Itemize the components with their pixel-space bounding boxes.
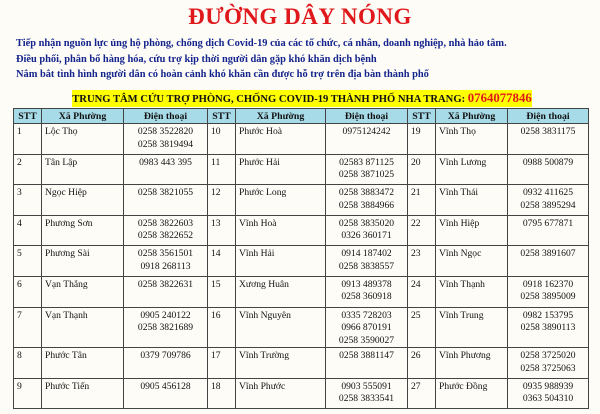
phone-number[interactable]: 0982 153795: [522, 309, 574, 321]
stt-cell: 6: [14, 276, 42, 307]
phone-number[interactable]: 0258 3838557: [338, 260, 395, 272]
stt-cell: 20: [408, 154, 436, 185]
phone-cell: [124, 378, 208, 409]
column-header: Điện thoại: [124, 109, 208, 124]
phone-number[interactable]: 0914 187402: [341, 248, 392, 260]
phone-cell: [124, 348, 208, 379]
table-row: [14, 378, 589, 409]
stt-cell: 13: [208, 215, 236, 246]
phone-number[interactable]: 0905 240122: [140, 309, 191, 321]
hotline-banner: [72, 90, 532, 107]
phone-number[interactable]: 0326 360171: [341, 230, 392, 242]
ward-cell: Phước Long: [236, 185, 326, 216]
phone-number[interactable]: 0258 3822603: [137, 217, 194, 229]
column-header: Điện thoại: [508, 109, 589, 124]
ward-cell: Vĩnh Nguyên: [236, 307, 326, 348]
stt-cell: 7: [14, 307, 42, 348]
phone-cell: [124, 215, 208, 246]
table-row: [14, 307, 589, 348]
phone-cell: [508, 307, 589, 348]
ward-cell: Phước Hải: [236, 154, 326, 185]
phone-number[interactable]: 0258 3561501: [137, 248, 194, 260]
stt-cell: 21: [408, 185, 436, 216]
stt-cell: 22: [408, 215, 436, 246]
description-line: Điều phối, phân bổ hàng hóa, cứu trợ kịp thời người dân gặp khó khăn dịch bệnh: [16, 53, 377, 65]
table-row: [14, 276, 589, 307]
ward-cell: Phước Tiến: [42, 378, 124, 409]
phone-cell: [508, 378, 589, 409]
ward-cell: Phước Đồng: [436, 378, 508, 409]
column-header: Xã Phường: [436, 109, 508, 124]
phone-number[interactable]: 0913 489378: [341, 278, 392, 290]
ward-cell: Ngọc Hiệp: [42, 185, 124, 216]
table-header-row: [14, 109, 589, 124]
contact-table: [13, 108, 589, 409]
phone-number[interactable]: 0966 870191: [341, 322, 392, 334]
phone-number[interactable]: 02583 871125: [339, 156, 394, 168]
stt-cell: 10: [208, 124, 236, 155]
ward-cell: Vĩnh Thạnh: [436, 276, 508, 307]
stt-cell: 11: [208, 154, 236, 185]
banner-phone: 0764077846: [467, 91, 532, 105]
description-line: Nắm bắt tình hình người dân có hoàn cảnh khó khăn cần được hỗ trợ trên địa bàn thành phố: [16, 69, 429, 80]
phone-number[interactable]: 0258 3891607: [520, 248, 576, 260]
banner-text: TRUNG TÂM CỨU TRỢ PHÒNG, CHỐNG COVID-19 THÀNH PHỐ NHA TRANG:: [72, 94, 466, 105]
table-body: [14, 124, 589, 409]
phone-number[interactable]: 0975124242: [342, 126, 391, 137]
ward-cell: Vĩnh Ngọc: [436, 246, 508, 277]
stt-cell: 27: [408, 378, 436, 409]
phone-cell: [508, 124, 589, 155]
stt-cell: 16: [208, 307, 236, 348]
phone-number[interactable]: 0988 500879: [522, 156, 574, 168]
phone-number[interactable]: 0258 3725020: [520, 350, 576, 362]
description-line: Tiếp nhận nguồn lực ủng hộ phòng, chống dịch Covid-19 của các tổ chức, cá nhân, doanh nghiệp, nhà hảo tâm.: [16, 38, 507, 49]
phone-number[interactable]: 0335 728203: [341, 309, 392, 321]
phone-cell: [326, 276, 408, 307]
stt-cell: 12: [208, 185, 236, 216]
ward-cell: Vĩnh Hoà: [236, 215, 326, 246]
phone-cell: [326, 215, 408, 246]
phone-cell: [326, 124, 408, 155]
stt-cell: 19: [408, 124, 436, 155]
phone-cell: [326, 154, 408, 185]
phone-number[interactable]: 0258 3881147: [339, 350, 394, 362]
stt-cell: 1: [14, 124, 42, 155]
phone-cell: [326, 246, 408, 277]
ward-cell: Phương Sài: [42, 246, 124, 277]
phone-number[interactable]: 0258 3895294: [520, 199, 576, 211]
stt-cell: 2: [14, 154, 42, 185]
phone-number[interactable]: 0258 3883472: [338, 187, 395, 199]
phone-number[interactable]: 0258 3822652: [137, 230, 194, 242]
phone-cell: [508, 185, 589, 216]
ward-cell: Phước Hoà: [236, 124, 326, 155]
phone-number[interactable]: 0363 504310: [522, 393, 574, 405]
ward-cell: Vạn Thạnh: [42, 307, 124, 348]
table-row: [14, 246, 589, 277]
ward-cell: Vĩnh Thọ: [436, 124, 508, 155]
phone-number[interactable]: 0258 3890113: [520, 322, 576, 334]
phone-number[interactable]: 0903 555091: [341, 380, 392, 392]
stt-cell: 14: [208, 246, 236, 277]
phone-cell: [124, 124, 208, 155]
phone-cell: [326, 307, 408, 348]
column-header: STT: [408, 109, 436, 124]
column-header: STT: [208, 109, 236, 124]
stt-cell: 25: [408, 307, 436, 348]
phone-cell: [508, 215, 589, 246]
column-header: Xã Phường: [236, 109, 326, 124]
phone-cell: [326, 348, 408, 379]
phone-cell: [124, 154, 208, 185]
phone-number[interactable]: 0258 3831175: [520, 126, 576, 137]
phone-number[interactable]: 0258 3819494: [137, 138, 194, 150]
ward-cell: Vĩnh Phương: [436, 348, 508, 379]
phone-cell: [508, 246, 589, 277]
table-row: [14, 348, 589, 379]
phone-number[interactable]: 0795 677871: [522, 217, 574, 229]
table-row: [14, 154, 589, 185]
phone-number[interactable]: 0258 360918: [341, 291, 392, 303]
stt-cell: 23: [408, 246, 436, 277]
stt-cell: 26: [408, 348, 436, 379]
ward-cell: Vĩnh Hiệp: [436, 215, 508, 246]
stt-cell: 24: [408, 276, 436, 307]
phone-number[interactable]: 0258 3522820: [137, 126, 194, 137]
phone-cell: [124, 246, 208, 277]
column-header: Xã Phường: [42, 109, 124, 124]
phone-number[interactable]: 0258 3895009: [520, 291, 576, 303]
ward-cell: Vĩnh Hải: [236, 246, 326, 277]
phone-number[interactable]: 0258 3871025: [338, 169, 395, 181]
phone-number[interactable]: 0258 3884966: [338, 199, 395, 211]
table-row: [14, 215, 589, 246]
table-row: [14, 185, 589, 216]
ward-cell: Vĩnh Trường: [236, 348, 326, 379]
ward-cell: Phương Sơn: [42, 215, 124, 246]
phone-cell: [508, 276, 589, 307]
stt-cell: 3: [14, 185, 42, 216]
stt-cell: 9: [14, 378, 42, 409]
phone-number[interactable]: 0905 456128: [140, 380, 191, 392]
phone-number[interactable]: 0983 443 395: [139, 156, 192, 168]
phone-number[interactable]: 0935 988939: [522, 380, 574, 392]
phone-number[interactable]: 0932 411625: [522, 187, 573, 199]
stt-cell: 8: [14, 348, 42, 379]
phone-cell: [124, 307, 208, 348]
page-title: ĐƯỜNG DÂY NÓNG: [188, 4, 412, 29]
ward-cell: Vạn Thắng: [42, 276, 124, 307]
ward-cell: Phước Tân: [42, 348, 124, 379]
phone-cell: [124, 276, 208, 307]
stt-cell: 18: [208, 378, 236, 409]
stt-cell: 4: [14, 215, 42, 246]
description-block: [16, 36, 591, 83]
table-row: [14, 124, 589, 155]
phone-cell: [508, 154, 589, 185]
phone-number[interactable]: 0258 3833541: [338, 393, 395, 405]
phone-number[interactable]: 0258 3821055: [137, 187, 194, 199]
ward-cell: Xương Huân: [236, 276, 326, 307]
column-header: STT: [14, 109, 42, 124]
stt-cell: 5: [14, 246, 42, 277]
phone-cell: [508, 348, 589, 379]
ward-cell: Tân Lập: [42, 154, 124, 185]
phone-number[interactable]: 0379 709786: [140, 350, 191, 362]
phone-number[interactable]: 0258 3725063: [520, 362, 576, 374]
stt-cell: 17: [208, 348, 236, 379]
phone-number[interactable]: 0258 3835020: [338, 217, 395, 229]
phone-cell: [124, 185, 208, 216]
phone-number[interactable]: 0258 3590027: [338, 334, 395, 346]
phone-number[interactable]: 0918 162370: [522, 278, 574, 290]
column-header: Điện thoại: [326, 109, 408, 124]
stt-cell: 15: [208, 276, 236, 307]
phone-number[interactable]: 0918 268113: [140, 260, 191, 272]
phone-cell: [326, 378, 408, 409]
phone-number[interactable]: 0258 3821689: [137, 322, 194, 334]
ward-cell: Vĩnh Trung: [436, 307, 508, 348]
phone-number[interactable]: 0258 3822631: [137, 278, 194, 290]
phone-cell: [326, 185, 408, 216]
ward-cell: Lộc Thọ: [42, 124, 124, 155]
ward-cell: Vĩnh Phước: [236, 378, 326, 409]
ward-cell: Vĩnh Lương: [436, 154, 508, 185]
ward-cell: Vĩnh Thái: [436, 185, 508, 216]
